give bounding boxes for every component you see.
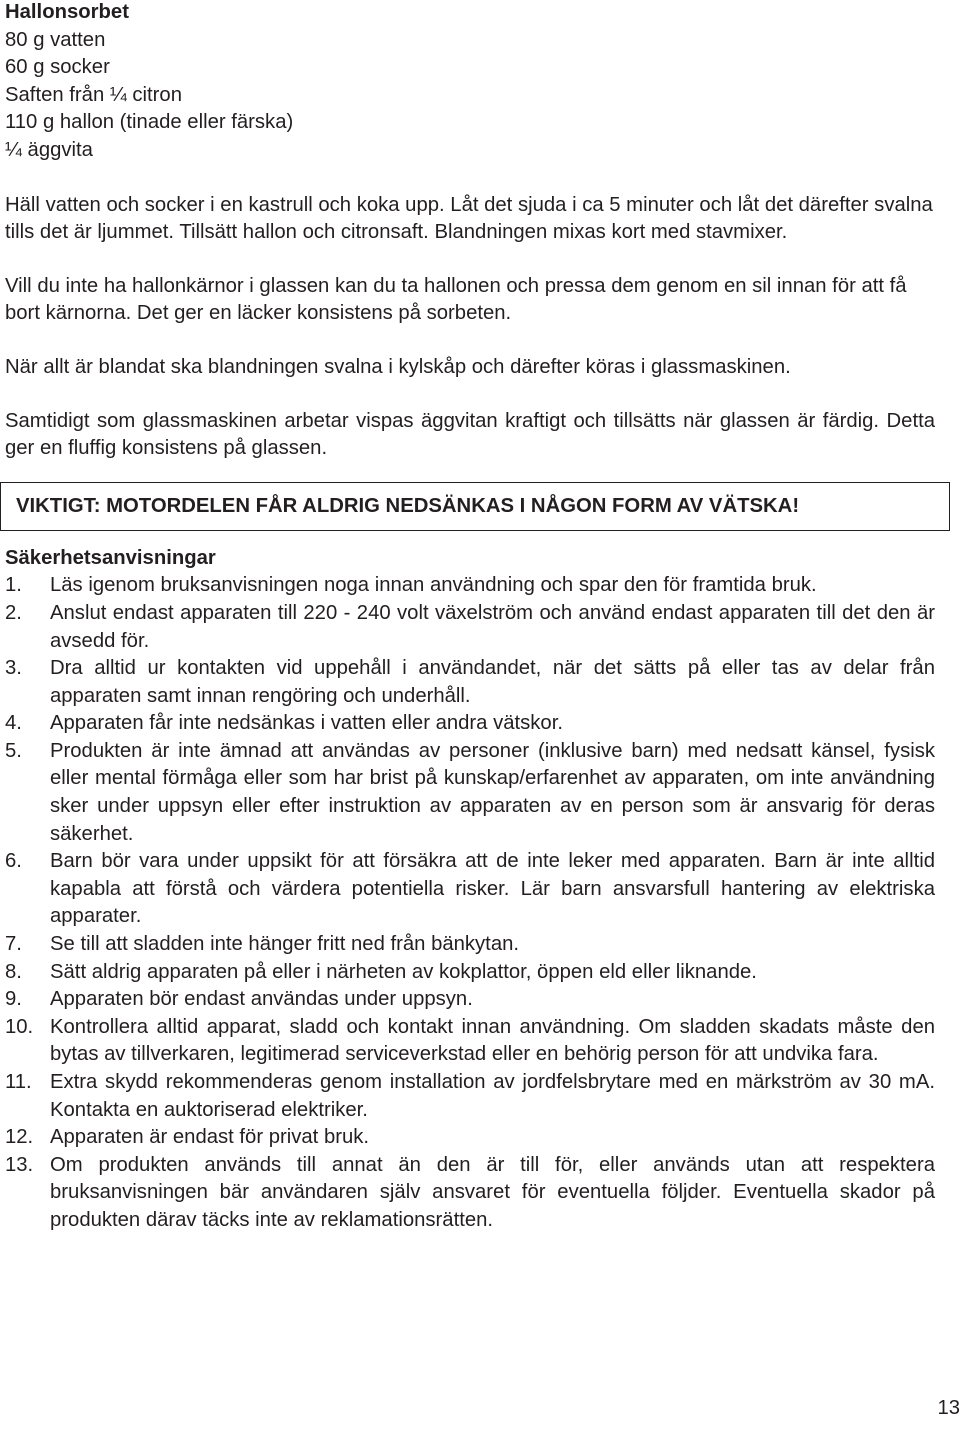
safety-list	[5, 572, 935, 1234]
list-item	[5, 600, 935, 655]
item-text: Sätt aldrig apparaten på eller i närheten av kokplattor, öppen eld eller liknande.	[50, 960, 757, 983]
recipe-title: Hallonsorbet	[5, 1, 129, 23]
item-text: Barn bör vara under uppsikt för att försäkra att de inte leker med apparaten. Barn är inte alltid kapabla att förstå och värdera potentiella risker. Lär barn ansvarsfull hantering av elektriska apparater.	[50, 850, 935, 928]
item-number: 13.	[5, 1153, 34, 1176]
warning-box	[0, 482, 950, 531]
item-text: Se till att sladden inte hänger fritt ned från bänkytan.	[50, 933, 520, 956]
list-item	[5, 738, 935, 848]
item-text: Apparaten är endast för privat bruk.	[50, 1126, 370, 1149]
list-item	[5, 959, 935, 987]
item-text: Apparaten får inte nedsänkas i vatten eller andra vätskor.	[50, 712, 563, 735]
recipe-paragraph: Häll vatten och socker i en kastrull och koka upp. Låt det sjuda i ca 5 minuter och låt det därefter svalna tills det är ljummet. Tillsätt hallon och citronsaft. Blandningen mixas kort med stavmixer.	[5, 193, 933, 244]
ingredient-list	[5, 27, 935, 165]
item-number: 11.	[5, 1071, 32, 1093]
item-text: Kontrollera alltid apparat, sladd och kontakt innan användning. Om sladden skadats måste den bytas av tillverkaren, legitimerad serviceverkstad eller en behörig person för att undvika fara.	[50, 1015, 935, 1066]
item-text: Produkten är inte ämnad att användas av personer (inklusive barn) med nedsatt känsel, fysisk eller mental förmåga eller som har brist på kunskap/erfarenhet av apparaten, om inte användning sker under uppsyn eller efter instruktion av apparaten av en person som är ansvarig för deras säkerhet.	[50, 739, 935, 845]
list-item	[5, 710, 935, 738]
item-number: 2.	[5, 601, 22, 624]
page-number: 13	[937, 1397, 960, 1419]
item-number: 7.	[5, 933, 22, 956]
list-item	[5, 572, 935, 600]
item-text: Apparaten bör endast användas under uppsyn.	[50, 988, 473, 1011]
item-number: 3.	[5, 657, 22, 680]
list-item	[5, 986, 935, 1014]
warning-text: VIKTIGT: MOTORDELEN FÅR ALDRIG NEDSÄNKAS I NÅGON FORM AV VÄTSKA!	[16, 494, 800, 517]
ingredient: 60 g socker	[5, 56, 110, 79]
list-item	[5, 1069, 935, 1124]
item-text: Anslut endast apparaten till 220 - 240 volt växelström och använd endast apparaten till det den är avsedd för.	[50, 601, 935, 652]
list-item	[5, 1152, 935, 1235]
item-number: 1.	[5, 574, 22, 597]
item-number: 12.	[5, 1126, 34, 1149]
recipe-paragraph: När allt är blandat ska blandningen svalna i kylskåp och därefter köras i glassmaskinen.	[5, 355, 791, 378]
ingredient: Saften från ¼ citron	[5, 83, 182, 106]
ingredient: 110 g hallon (tinade eller färska)	[5, 111, 294, 134]
item-number: 4.	[5, 712, 22, 735]
item-text: Dra alltid ur kontakten vid uppehåll i användandet, när det sätts på eller tas av delar från apparaten samt innan rengöring och underhåll.	[50, 657, 935, 707]
list-item	[5, 1014, 935, 1069]
item-text: Om produkten används till annat än den är till för, eller används utan att respektera bruksanvisningen bär användaren själv ansvaret för eventuella följder. Eventuella skador på produkten därav täcks inte av reklamationsrätten.	[50, 1153, 935, 1231]
item-number: 10.	[5, 1015, 34, 1038]
list-item	[5, 655, 935, 710]
safety-title: Säkerhetsanvisningar	[5, 546, 216, 569]
recipe-paragraph: Samtidigt som glassmaskinen arbetar vispas äggvitan kraftigt och tillsätts när glassen är färdig. Detta ger en fluffig konsistens på glassen.	[5, 409, 935, 460]
item-number: 5.	[5, 739, 22, 762]
item-number: 8.	[5, 960, 22, 983]
recipe-paragraph: Vill du inte ha hallonkärnor i glassen kan du ta hallonen och pressa dem genom en sil innan för att få bort kärnorna. Det ger en läcker konsistens på sorbeten.	[5, 274, 907, 325]
list-item	[5, 1124, 935, 1152]
item-number: 6.	[5, 850, 22, 873]
item-number: 9.	[5, 988, 22, 1011]
item-text: Extra skydd rekommenderas genom installation av jordfelsbrytare med en märkström av 30 mA. Kontakta en auktoriserad elektriker.	[50, 1071, 935, 1121]
ingredient: ¼ äggvita	[5, 138, 93, 161]
manual-page	[5, 0, 935, 1235]
ingredient: 80 g vatten	[5, 28, 106, 51]
item-text: Läs igenom bruksanvisningen noga innan användning och spar den för framtida bruk.	[50, 574, 817, 597]
list-item	[5, 931, 935, 959]
list-item	[5, 848, 935, 931]
